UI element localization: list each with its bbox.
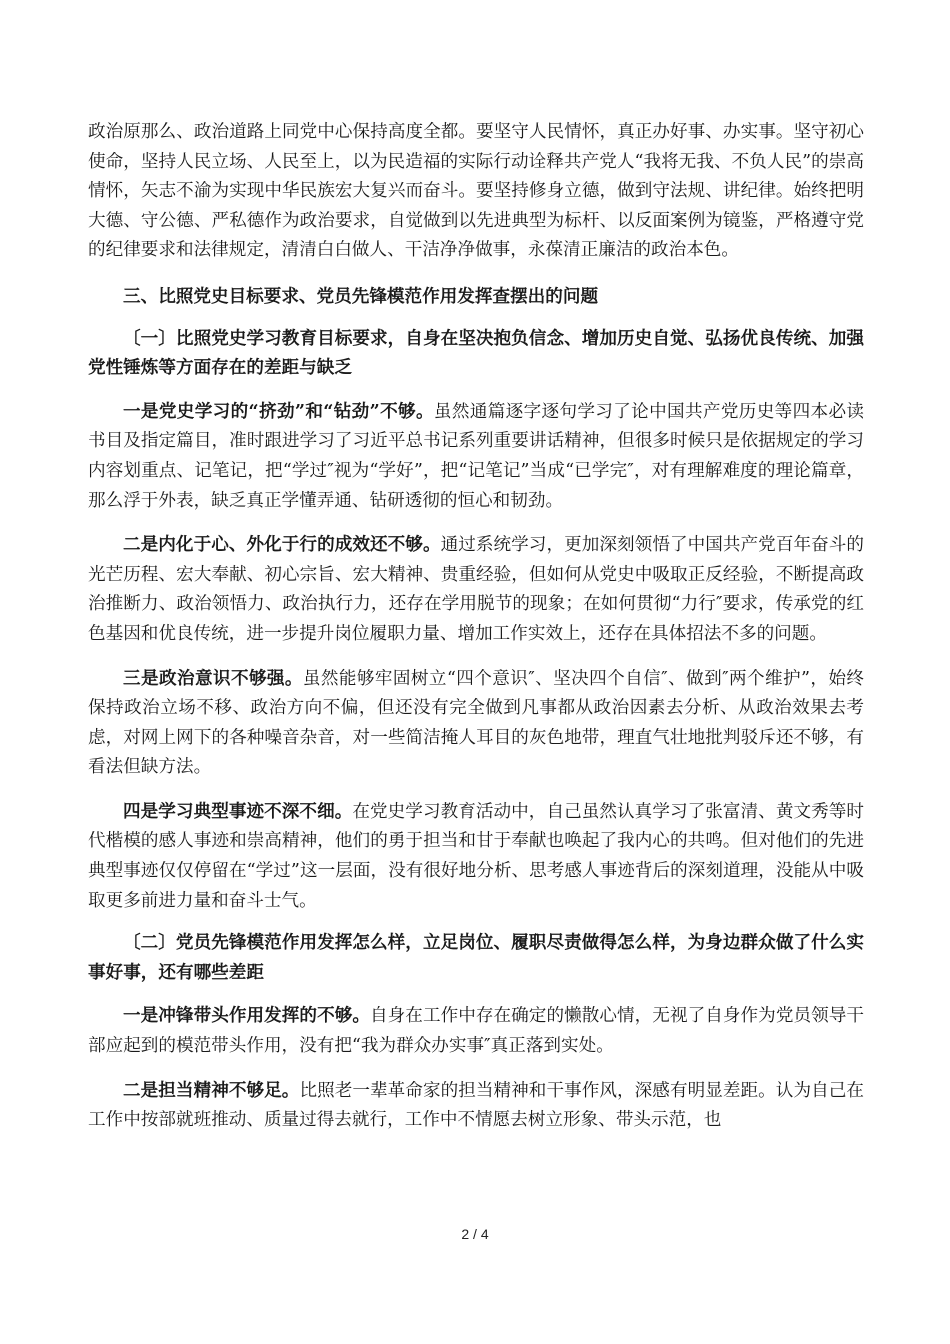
issue-paragraph — [88, 1001, 864, 1061]
issue-lead: 三是政治意识不够强。 — [123, 667, 303, 689]
issue-text: 通过系统学习，更加深刻领悟了中国共产党百年奋斗的光芒历程、宏大奉献、初心宗旨、宏大精神、贵重经验，但如何从党史中吸取正反经验，不断提高政治推断力、政治领悟力、政治执行力，还存在学用脱节的现象；在如何贯彻“力行″要求，传承党的红色基因和优良传统，进一步提升岗位履职力量、增加工作实效上，还存在具体招法不多的问题。 — [88, 535, 864, 644]
page-number: 2 / 4 — [461, 1226, 489, 1242]
subsection-2-heading: 〔二〕党员先锋模范作用发挥怎么样，立足岗位、履职尽责做得怎么样，为身边群众做了什么实事好事，还有哪些差距 — [88, 932, 864, 983]
issue-lead: 一是党史学习的“挤劲”和“钻劲”不够。 — [123, 400, 434, 422]
issue-text: 比照老一辈革命家的担当精神和干事作风，深感有明显差距。认为自己在工作中按部就班推动、质量过得去就行，工作中不情愿去树立形象、带头示范，也 — [88, 1080, 864, 1131]
issue-paragraph — [88, 797, 864, 916]
intro-paragraph: 政治原那么、政治道路上同党中心保持高度全都。要坚守人民情怀，真正办好事、办实事。坚守初心使命，坚持人民立场、人民至上，以为民造福的实际行动诠释共产党人“我将无我、不负人民”的崇高情怀，矢志不渝为实现中华民族宏大复兴而奋斗。要坚持修身立德，做到守法规、讲纪律。始终把明大德、守公德、严私德作为政治要求，自觉做到以先进典型为标杆、以反面案例为镜鉴，严格遵守党的纪律要求和法律规定，清清白白做人、干洁净净做事，永葆清正廉洁的政治本色。 — [88, 122, 864, 261]
issue-paragraph — [88, 530, 864, 649]
issue-lead: 一是冲锋带头作用发挥的不够。 — [123, 1005, 371, 1027]
issue-lead: 二是担当精神不够足。 — [123, 1079, 300, 1101]
issue-lead: 四是学习典型事迹不深不细。 — [123, 800, 353, 822]
section-3-heading: 三、比照党史目标要求、党员先锋模范作用发挥查摆出的问题 — [123, 285, 599, 307]
issue-lead: 二是内化于心、外化于行的成效还不够。 — [123, 534, 441, 556]
issue-text: 在党史学习教育活动中，自己虽然认真学习了张富清、黄文秀等时代楷模的感人事迹和崇高精神，他们的勇于担当和甘于奉献也唤起了我内心的共鸣。但对他们的先进典型事迹仅仅停留在“学过”这一层面，没有很好地分析、思考感人事迹背后的深刻道理，没能从中吸取更多前进力量和奋斗士气。 — [88, 801, 864, 911]
issue-text: 虽然能够牢固树立“四个意识″、坚决四个自信″、做到″两个维护”，始终保持政治立场不移、政治方向不偏，但还没有完全做到凡事都从政治因素去分析、从政治效果去考虑，对网上网下的各种噪音杂音，对一些简洁掩人耳目的灰色地带，理直气壮地批判驳斥还不够，有看法但缺方法。 — [88, 668, 864, 778]
issue-paragraph — [88, 664, 864, 783]
issue-paragraph — [88, 397, 864, 516]
issue-text: 自身在工作中存在确定的懒散心情，无视了自身作为党员领导干部应起到的模范带头作用，没有把“我为群众办实事″真正落到实处。 — [88, 1006, 864, 1057]
subsection-1-heading: 〔一〕比照党史学习教育目标要求，自身在坚决抱负信念、增加历史自觉、弘扬优良传统、加强党性锤炼等方面存在的差距与缺乏 — [88, 327, 864, 379]
issue-paragraph — [88, 1076, 864, 1136]
document-page — [88, 118, 864, 1136]
issue-text: 虽然通篇逐字逐句学习了论中国共产党历史等四本必读书目及指定篇目，准时跟进学习了习近平总书记系列重要讲话精神，但很多时候只是依据规定的学习内容划重点、记笔记，把“学过″视为“学好”，把“记笔记”当成“已学完″，对有理解难度的理论篇章，那么浮于外表，缺乏真正学懂弄通、钻研透彻的恒心和韧劲。 — [88, 401, 864, 511]
